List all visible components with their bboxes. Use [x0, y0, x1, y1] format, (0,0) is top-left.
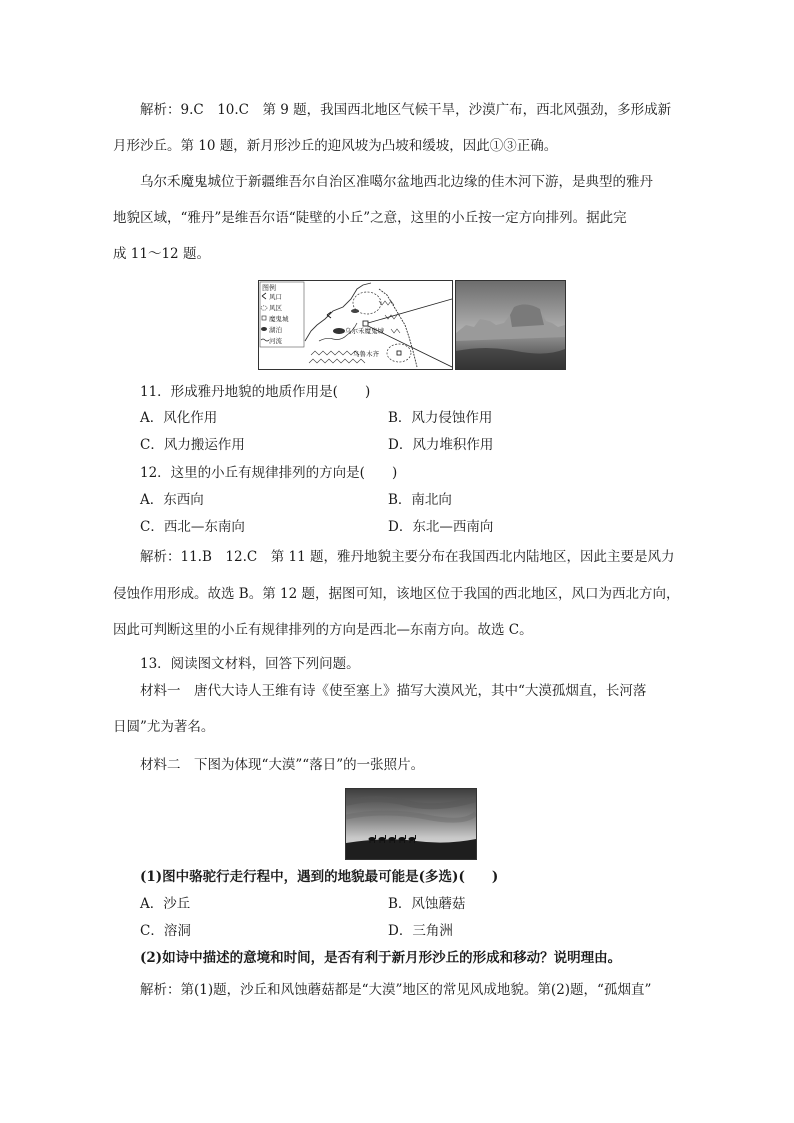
question-13-stem: 13．阅读图文材料，回答下列问题。 [140, 656, 360, 672]
yardang-map [259, 281, 452, 369]
question-11-stem: 11．形成雅丹地貌的地质作用是( ) [140, 384, 371, 400]
question-13-1-stem: (1)图中骆驼行走行程中，遇到的地貌最可能是(多选)( ) [140, 869, 499, 885]
legend-item-wind-gap: 风口 [269, 293, 282, 301]
material-2: 材料二 下图为体现“大漠”“落日”的一张照片。 [140, 757, 425, 773]
legend-item-river: 河流 [269, 337, 282, 345]
legend-item-wind-zone: 风区 [269, 304, 282, 312]
q13-1-option-b: B．风蚀蘑菇 [388, 896, 466, 912]
q11-option-c: C．风力搬运作用 [140, 437, 245, 453]
material-1-line2: 日圆”尤为著名。 [113, 719, 215, 735]
legend-lake-icon [261, 327, 267, 331]
legend-item-ghost-city: 魔鬼城 [269, 315, 289, 323]
answer-11-12-line3: 因此可判断这里的小丘有规律排列的方向是西北—东南方向。故选 C。 [113, 622, 533, 638]
q13-1-option-a: A．沙丘 [140, 896, 191, 912]
q11-option-d: D．风力堆积作用 [388, 437, 494, 453]
map-label-ghost-city: 乌尔禾魔鬼城 [345, 327, 384, 335]
material-1-line1: 材料一 唐代大诗人王维有诗《使至塞上》描写大漠风光，其中“大漠孤烟直，长河落 [140, 683, 647, 699]
legend-title: 图例 [262, 284, 276, 292]
map-label-region: 乌鲁木齐 [353, 350, 379, 358]
answer-11-12-line2: 侵蚀作用形成。故选 B。第 12 题，据图可知，该地区位于我国的西北地区，风口为西北方向， [113, 586, 680, 602]
q12-option-b: B．南北向 [388, 492, 452, 508]
question-13-2-stem: (2)如诗中描述的意境和时间，是否有利于新月形沙丘的形成和移动？说明理由。 [140, 950, 622, 966]
answer-9-10-line1: 解析：9.C 10.C 第 9 题，我国西北地区气候干旱，沙漠广布，西北风强劲，多形成新 [140, 102, 672, 118]
q13-1-option-c: C．溶洞 [140, 923, 191, 939]
desert-sunset-photo [345, 788, 477, 860]
answer-11-12-line1: 解析：11.B 12.C 第 11 题，雅丹地貌主要分布在我国西北内陆地区，因此主要是风力 [140, 549, 675, 565]
yardang-map-figure [258, 280, 453, 370]
legend-item-lake: 湖泊 [269, 326, 282, 334]
q12-option-d: D．东北—西南向 [388, 519, 494, 535]
answer-9-10-line2: 月形沙丘。第 10 题，新月形沙丘的迎风坡为凸坡和缓坡，因此①③正确。 [113, 138, 558, 154]
yardang-photo [455, 280, 566, 370]
material-intro-line2: 地貌区域，“雅丹”是维吾尔语“陡壁的小丘”之意，这里的小丘按一定方向排列。据此完 [113, 210, 627, 226]
question-12-stem: 12．这里的小丘有规律排列的方向是( ) [140, 465, 398, 481]
q13-1-option-d: D．三角洲 [388, 923, 453, 939]
q12-option-a: A．东西向 [140, 492, 204, 508]
material-intro-line3: 成 11～12 题。 [113, 246, 210, 262]
q11-option-b: B．风力侵蚀作用 [388, 410, 493, 426]
material-intro-line1: 乌尔禾魔鬼城位于新疆维吾尔自治区准噶尔盆地西北边缘的佳木河下游，是典型的雅丹 [140, 174, 653, 190]
q12-option-c: C．西北—东南向 [140, 519, 245, 535]
q11-option-a: A．风化作用 [140, 410, 218, 426]
answer-13-line1: 解析：第(1)题，沙丘和风蚀蘑菇都是“大漠”地区的常见风成地貌。第(2)题，“孤烟直” [140, 982, 652, 998]
